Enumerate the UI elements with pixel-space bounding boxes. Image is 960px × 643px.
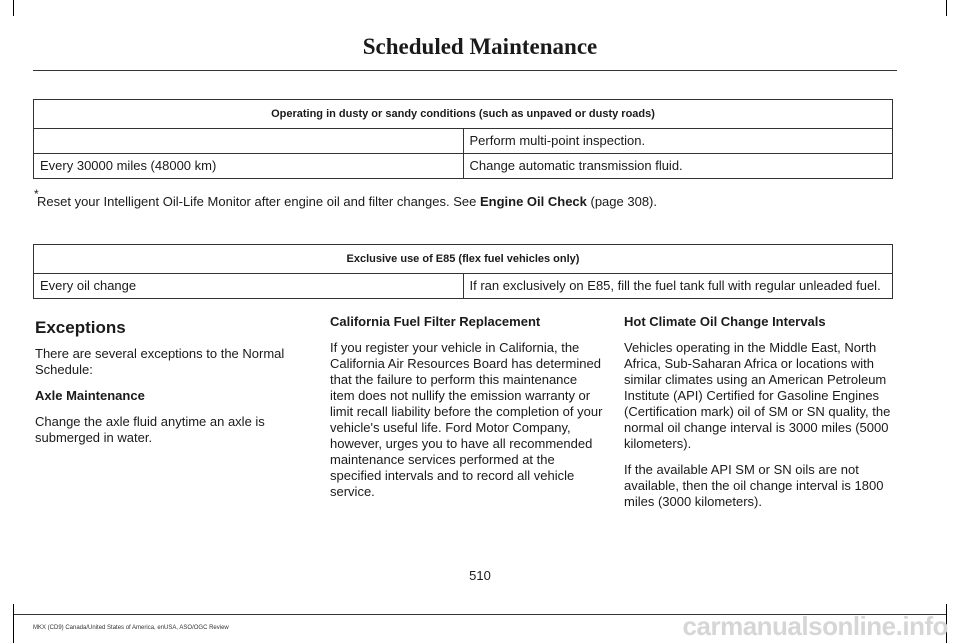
dusty-conditions-table	[33, 99, 893, 179]
action-cell: If ran exclusively on E85, fill the fuel tank full with regular unleaded fuel.	[463, 274, 893, 299]
table-heading: Exclusive use of E85 (flex fuel vehicles only)	[34, 245, 893, 274]
axle-maintenance-heading: Axle Maintenance	[35, 388, 145, 403]
hot-climate-para-2: If the available API SM or SN oils are not available, then the oil change interval is 1800 miles (3000 kilometers).	[624, 462, 884, 509]
page-title: Scheduled Maintenance	[362, 34, 598, 59]
table-row	[34, 274, 893, 299]
crop-mark-top-left	[13, 0, 14, 16]
action-cell: Change automatic transmission fluid.	[463, 154, 893, 179]
hot-climate-para-1: Vehicles operating in the Middle East, North Africa, Sub-Saharan Africa or locations with similar climates using an American Petroleum Institute (API) Certified for Gasoline Engines (Certification mark) oil of SM or SN quality, the normal oil change interval is 3000 miles (5000 kilometers).	[624, 340, 891, 451]
hot-climate-heading: Hot Climate Oil Change Intervals	[624, 314, 826, 329]
footnote	[33, 187, 903, 210]
footnote-text: Reset your Intelligent Oil-Life Monitor after engine oil and filter changes. See	[37, 194, 480, 209]
left-column	[35, 320, 310, 456]
table-row	[34, 129, 893, 154]
watermark-logo: carmanualsonline.info	[682, 611, 948, 641]
action-cell: Perform multi-point inspection.	[463, 129, 893, 154]
footer-text: MKX (CD9) Canada/United States of America, enUSA, ASO/OGC Review	[33, 625, 229, 631]
crop-mark-bottom-left	[13, 604, 14, 643]
e85-table	[33, 244, 893, 299]
footnote-suffix: (page 308).	[586, 194, 657, 209]
table-heading: Operating in dusty or sandy conditions (such as unpaved or dusty roads)	[34, 100, 893, 129]
engine-oil-check-link[interactable]: Engine Oil Check	[479, 194, 587, 209]
axle-maintenance-body: Change the axle fluid anytime an axle is submerged in water.	[35, 414, 265, 445]
exceptions-heading: Exceptions	[35, 318, 126, 337]
footnote-marker: *	[34, 187, 39, 201]
fuel-filter-heading: California Fuel Filter Replacement	[330, 314, 541, 329]
page-number: 510	[469, 568, 491, 583]
exceptions-intro: There are several exceptions to the Normal Schedule:	[35, 346, 285, 377]
header-divider	[33, 70, 897, 71]
table-row	[34, 154, 893, 179]
fuel-filter-body: If you register your vehicle in California, the California Air Resources Board has determined that the failure to perform this maintenance item does not nullify the emission warranty or limit recall liability before the completion of your vehicle's useful life. Ford Motor Company, however, urges you to have all recommended maintenance services performed at the specified intervals and to record all vehicle service.	[330, 340, 603, 499]
table-header-row	[34, 245, 893, 274]
interval-cell	[34, 129, 464, 154]
crop-mark-top-right	[946, 0, 947, 16]
interval-cell: Every oil change	[34, 274, 464, 299]
right-column	[624, 314, 898, 520]
middle-column	[330, 314, 605, 510]
interval-cell: Every 30000 miles (48000 km)	[34, 154, 464, 179]
table-header-row	[34, 100, 893, 129]
